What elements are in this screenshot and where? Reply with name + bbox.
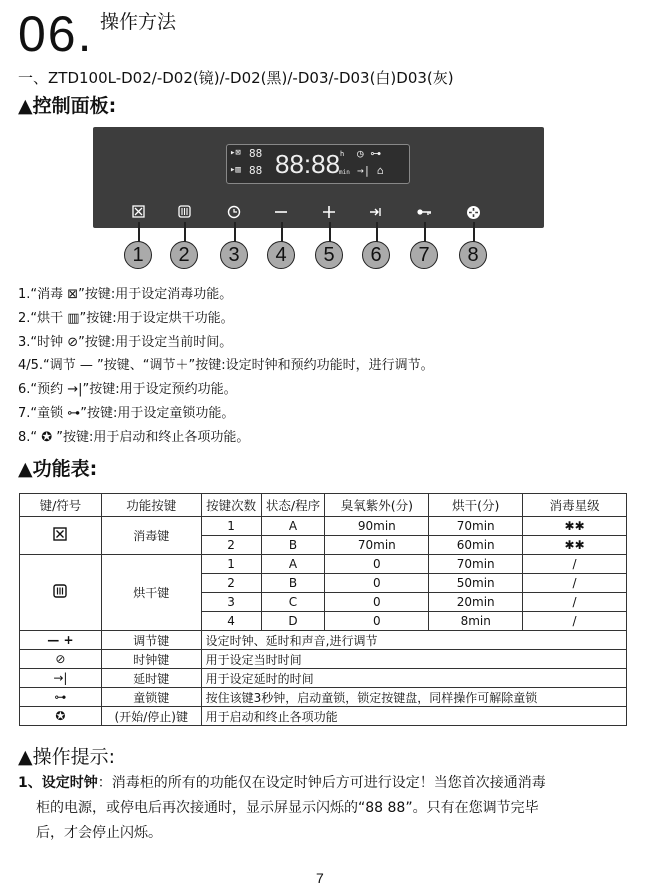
start-stop-icon bbox=[466, 205, 481, 220]
table-cell: 2 bbox=[201, 536, 261, 555]
function-table bbox=[19, 493, 627, 726]
table-cell: 按住该键3秒钟，启动童锁，锁定按键盘，同样操作可解除童锁 bbox=[201, 688, 626, 707]
dry-icon bbox=[53, 584, 67, 598]
table-cell: 0 bbox=[325, 574, 429, 593]
table-cell: 用于启动和终止各项功能 bbox=[201, 707, 626, 726]
table-cell: / bbox=[523, 593, 627, 612]
unit-h: h bbox=[340, 150, 345, 158]
table-header-cell: 键/符号 bbox=[20, 494, 102, 517]
table-header-cell: 臭氧紫外(分) bbox=[325, 494, 429, 517]
callout-4: 4 bbox=[267, 241, 295, 269]
table-cell: 90min bbox=[325, 517, 429, 536]
table-cell: / bbox=[523, 612, 627, 631]
table-header-cell: 烘干(分) bbox=[429, 494, 523, 517]
tip-line-2: 柜的电源，或停电后再次接通时，显示屏显示闪烁的“88 88”。只有在您调节完毕 bbox=[36, 800, 539, 816]
table-header-row bbox=[20, 494, 627, 517]
callout-1: 1 bbox=[124, 241, 152, 269]
table-row bbox=[20, 707, 627, 726]
dry-icon bbox=[178, 205, 191, 218]
callout-3: 3 bbox=[220, 241, 248, 269]
table-cell: 设定时钟、延时和声音,进行调节 bbox=[201, 631, 626, 650]
tips-heading: ▲操作提示: bbox=[18, 746, 116, 768]
minus-icon bbox=[274, 205, 288, 219]
table-cell: 60min bbox=[429, 536, 523, 555]
disinfect-name-cell: 消毒键 bbox=[101, 517, 201, 555]
description-item: 6.“预约 →|”按键:用于设定预约功能。 bbox=[18, 382, 237, 397]
model-line: 一、ZTD100L-D02/-D02(镜)/-D02(黑)/-D03/-D03(白)D03(灰) bbox=[18, 69, 454, 87]
table-row bbox=[20, 517, 627, 536]
tip-text: ：消毒柜的所有的功能仅在设定时钟后方可进行设定！当您首次接通消毒 bbox=[97, 775, 546, 791]
delay-button[interactable] bbox=[366, 205, 386, 219]
plus-button[interactable] bbox=[319, 205, 339, 219]
table-row bbox=[20, 669, 627, 688]
control-panel-heading: ▲控制面板: bbox=[18, 95, 117, 117]
start-stop-button[interactable] bbox=[463, 205, 483, 219]
unit-min: min bbox=[339, 169, 350, 176]
callout-5: 5 bbox=[315, 241, 343, 269]
plus-icon bbox=[322, 205, 336, 219]
table-row bbox=[20, 688, 627, 707]
table-cell: 延时键 bbox=[101, 669, 201, 688]
dry-name-cell: 烘干键 bbox=[101, 555, 201, 631]
table-cell: C bbox=[261, 593, 325, 612]
small-digits-top: 88 bbox=[249, 147, 263, 160]
dry-button[interactable] bbox=[174, 205, 194, 219]
dry-indicator-icon: ▸▥ bbox=[230, 165, 241, 175]
table-cell: D bbox=[261, 612, 325, 631]
time-digits: 88:88 bbox=[275, 149, 341, 179]
small-digits-bottom: 88 bbox=[249, 164, 263, 177]
table-cell: 0 bbox=[325, 612, 429, 631]
callout-8: 8 bbox=[459, 241, 487, 269]
start-symbol-cell: ✪ bbox=[20, 707, 102, 726]
lock-symbol-cell: ⊶ bbox=[20, 688, 102, 707]
disinfect-icon bbox=[132, 205, 145, 218]
tip-line-1 bbox=[18, 771, 546, 796]
tip-prefix: 1、 bbox=[18, 775, 42, 791]
clock-button[interactable] bbox=[224, 205, 244, 219]
description-item: 8.“ ✪ ”按键:用于启动和终止各项功能。 bbox=[18, 430, 250, 445]
disinfect-indicator-icon: ▸⊠ bbox=[230, 148, 241, 158]
table-cell: 70min bbox=[429, 517, 523, 536]
delay-symbol-cell: →| bbox=[20, 669, 102, 688]
table-header-cell: 状态/程序 bbox=[261, 494, 325, 517]
table-cell: 20min bbox=[429, 593, 523, 612]
table-cell: 1 bbox=[201, 555, 261, 574]
section-title: 操作方法 bbox=[100, 11, 177, 33]
child-lock-button[interactable] bbox=[414, 205, 434, 219]
table-cell: ✱✱ bbox=[523, 517, 627, 536]
table-row bbox=[20, 631, 627, 650]
table-cell: / bbox=[523, 574, 627, 593]
table-cell: 70min bbox=[429, 555, 523, 574]
clock-icon bbox=[227, 205, 241, 219]
table-cell: 2 bbox=[201, 574, 261, 593]
table-row bbox=[20, 555, 627, 574]
callout-2: 2 bbox=[170, 241, 198, 269]
table-cell: 50min bbox=[429, 574, 523, 593]
function-table-heading: ▲功能表: bbox=[18, 458, 98, 480]
clock-symbol-cell: ⊘ bbox=[20, 650, 102, 669]
table-cell: 用于设定当时时间 bbox=[201, 650, 626, 669]
table-cell: 8min bbox=[429, 612, 523, 631]
table-header-cell: 按键次数 bbox=[201, 494, 261, 517]
table-cell: / bbox=[523, 555, 627, 574]
table-cell: (开始/停止)键 bbox=[101, 707, 201, 726]
table-cell: 调节键 bbox=[101, 631, 201, 650]
table-cell: B bbox=[261, 574, 325, 593]
table-cell: 1 bbox=[201, 517, 261, 536]
table-cell: 0 bbox=[325, 555, 429, 574]
dry-symbol-cell bbox=[20, 555, 102, 631]
table-cell: A bbox=[261, 517, 325, 536]
page-number: 7 bbox=[316, 870, 324, 886]
key-icon bbox=[416, 205, 432, 219]
control-panel bbox=[93, 127, 544, 228]
tip-line-3: 后，才会停止闪烁。 bbox=[36, 825, 162, 841]
description-item: 7.“童锁 ⊶”按键:用于设定童锁功能。 bbox=[18, 406, 235, 421]
table-header-cell: 功能按键 bbox=[101, 494, 201, 517]
description-item: 2.“烘干 ▥”按键:用于设定烘干功能。 bbox=[18, 311, 234, 326]
table-cell: ✱✱ bbox=[523, 536, 627, 555]
adjust-symbol-cell: — + bbox=[20, 631, 102, 650]
table-cell: 70min bbox=[325, 536, 429, 555]
description-item: 1.“消毒 ⊠”按键:用于设定消毒功能。 bbox=[18, 287, 233, 302]
tip-bold: 设定时钟 bbox=[41, 775, 98, 791]
clock-indicator-icon: ◷ ⊶ bbox=[357, 147, 382, 160]
table-cell: B bbox=[261, 536, 325, 555]
callout-7: 7 bbox=[410, 241, 438, 269]
delay-icon bbox=[369, 205, 383, 219]
table-cell: 童锁键 bbox=[101, 688, 201, 707]
delay-lock-indicator-icon: →| ⌂ bbox=[357, 164, 384, 177]
callout-6: 6 bbox=[362, 241, 390, 269]
table-row bbox=[20, 650, 627, 669]
disinfect-button[interactable] bbox=[128, 205, 148, 219]
section-number: 06. bbox=[18, 6, 94, 62]
table-cell: 4 bbox=[201, 612, 261, 631]
table-cell: 0 bbox=[325, 593, 429, 612]
disinfect-symbol-cell bbox=[20, 517, 102, 555]
lcd-display bbox=[226, 144, 410, 184]
table-header-cell: 消毒星级 bbox=[523, 494, 627, 517]
table-cell: A bbox=[261, 555, 325, 574]
description-item: 4/5.“调节 — ”按键、“调节＋”按键:设定时钟和预约功能时，进行调节。 bbox=[18, 358, 434, 373]
description-item: 3.“时钟 ⊘”按键:用于设定当前时间。 bbox=[18, 335, 233, 350]
disinfect-icon bbox=[53, 527, 67, 541]
table-cell: 用于设定延时的时间 bbox=[201, 669, 626, 688]
table-cell: 时钟键 bbox=[101, 650, 201, 669]
minus-button[interactable] bbox=[271, 205, 291, 219]
table-cell: 3 bbox=[201, 593, 261, 612]
